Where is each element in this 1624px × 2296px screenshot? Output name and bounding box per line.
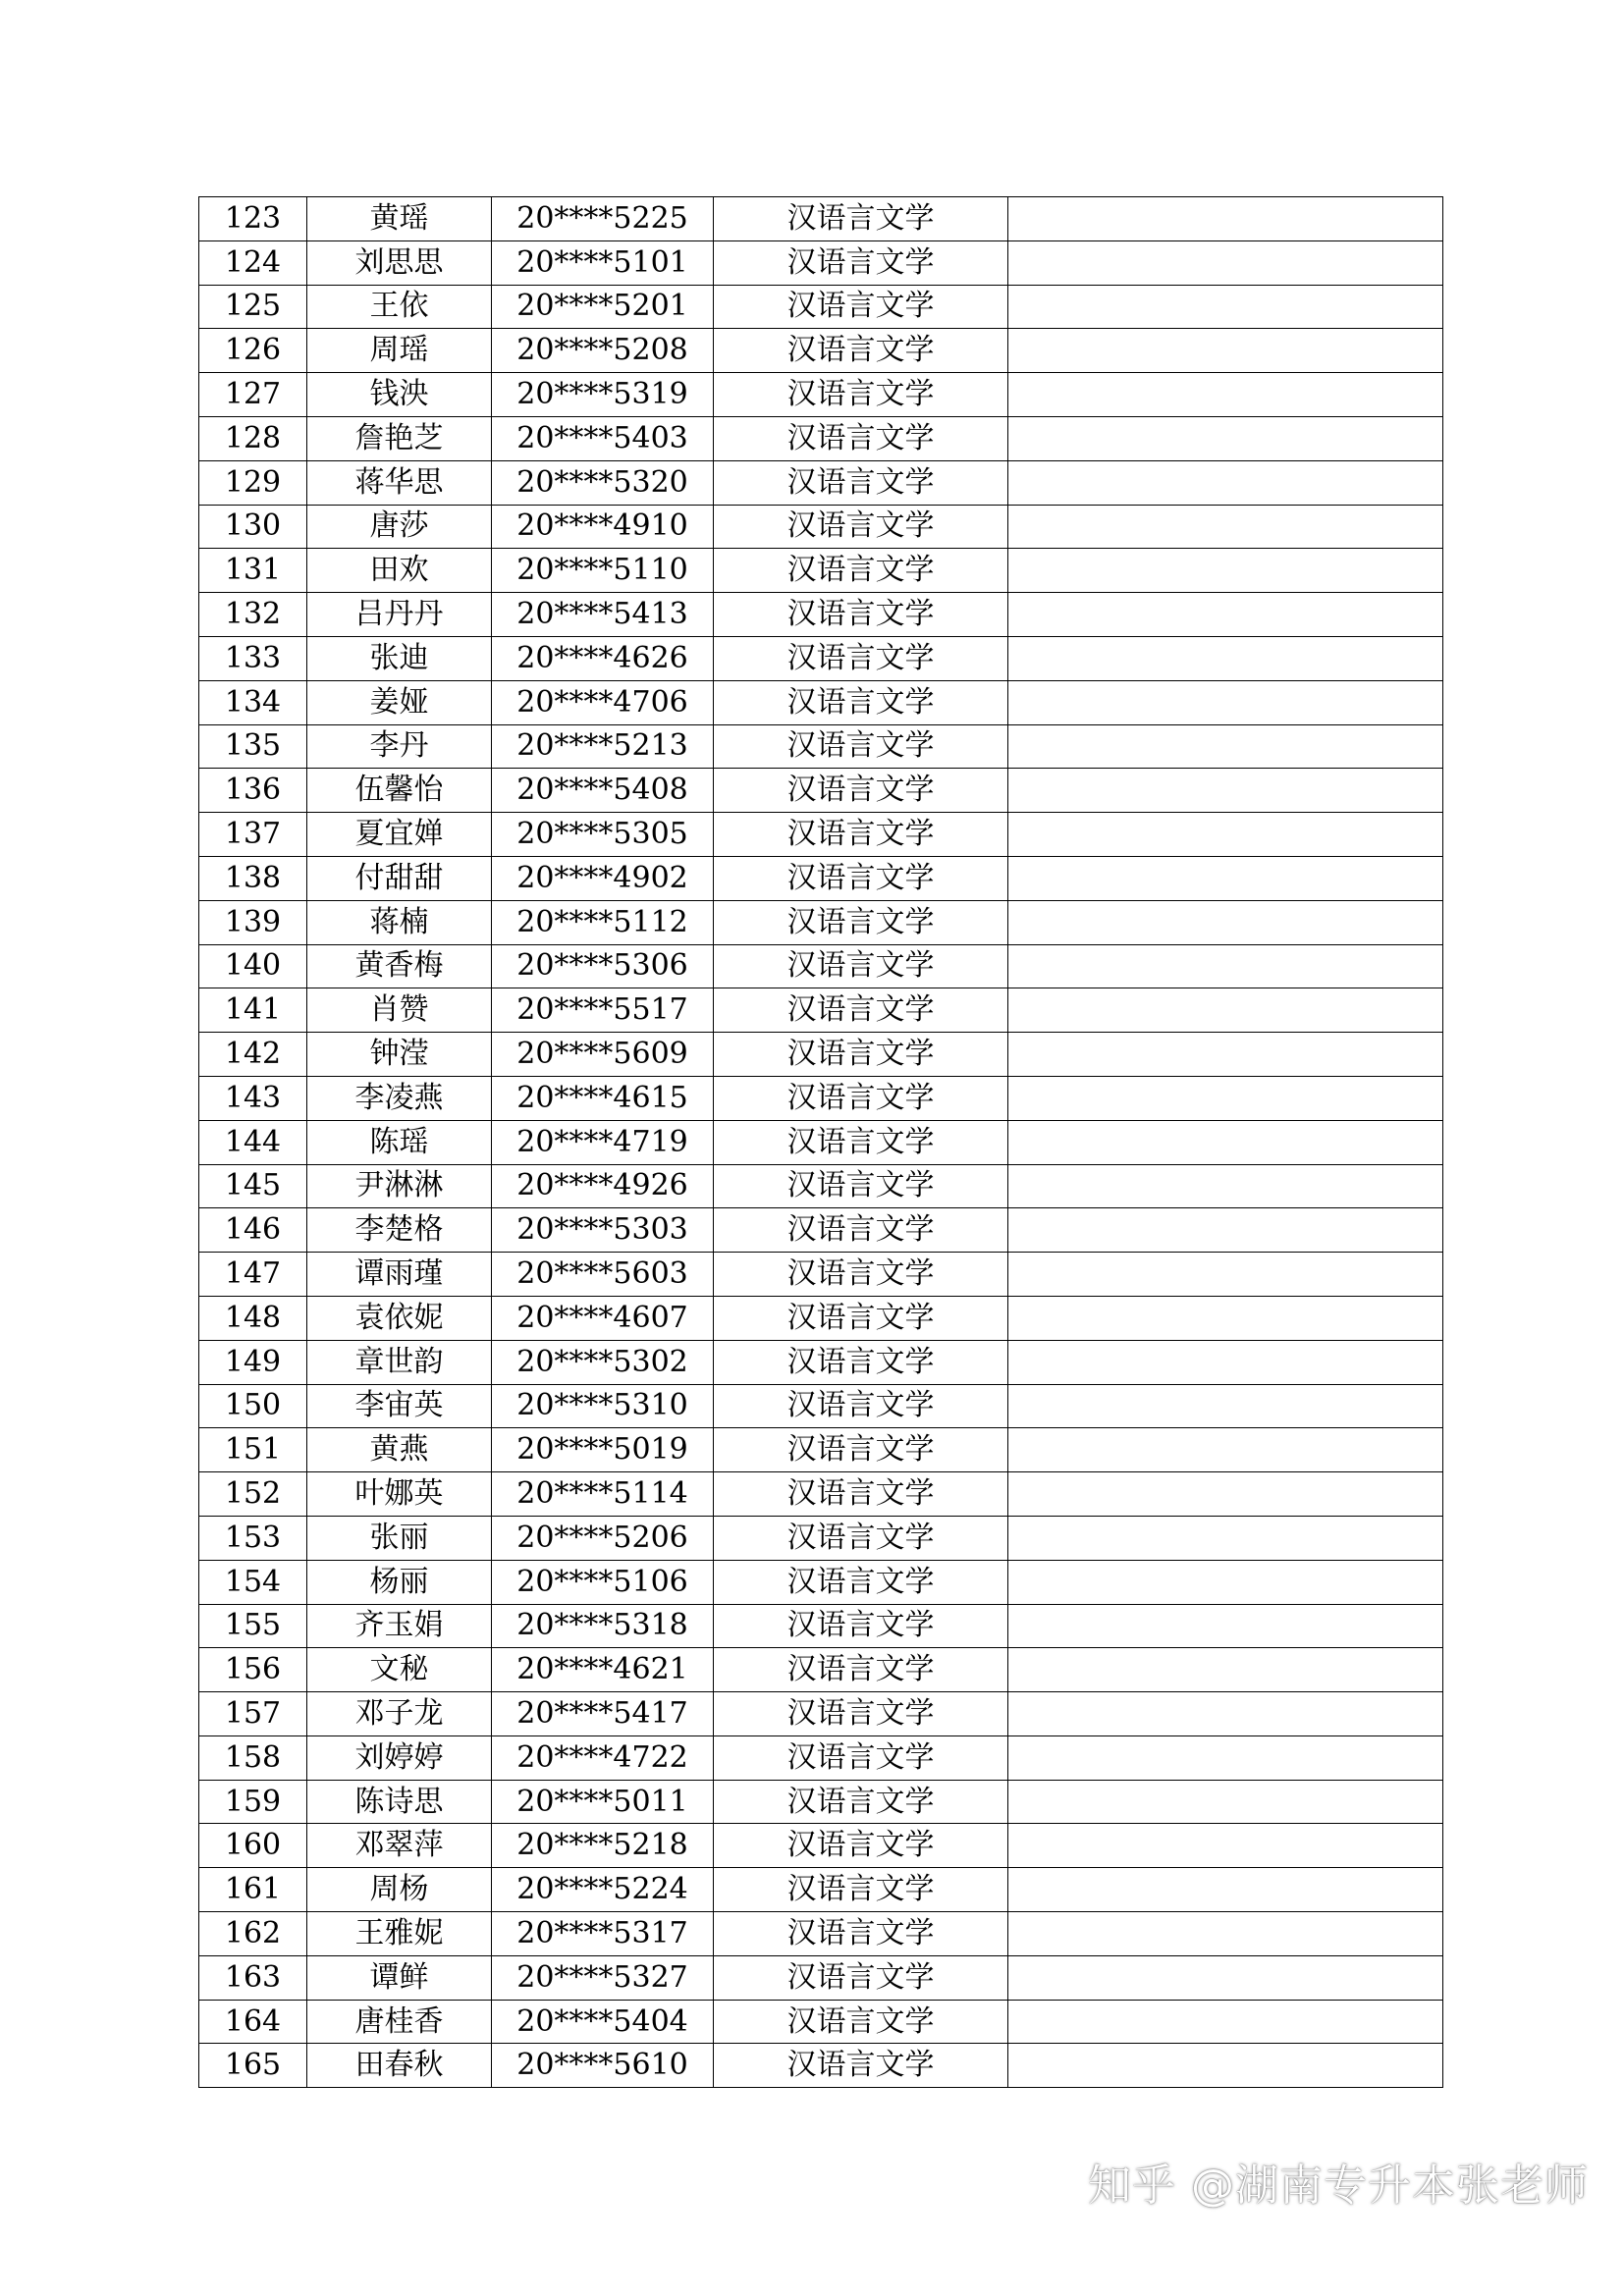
cell-major: 汉语言文学	[714, 416, 1008, 460]
table-row	[199, 549, 1443, 593]
cell-major: 汉语言文学	[714, 285, 1008, 329]
table-row	[199, 1472, 1443, 1517]
cell-serial-number: 154	[199, 1560, 307, 1604]
cell-student-name: 李丹	[307, 724, 492, 769]
cell-student-name: 唐莎	[307, 505, 492, 549]
cell-remarks	[1008, 1735, 1443, 1780]
cell-major: 汉语言文学	[714, 1824, 1008, 1868]
cell-serial-number: 124	[199, 240, 307, 285]
cell-student-id: 20****5302	[492, 1340, 714, 1384]
cell-student-id: 20****5011	[492, 1780, 714, 1824]
cell-student-id: 20****5114	[492, 1472, 714, 1517]
cell-student-name: 田春秋	[307, 2044, 492, 2088]
cell-major: 汉语言文学	[714, 1560, 1008, 1604]
cell-major: 汉语言文学	[714, 988, 1008, 1033]
cell-remarks	[1008, 1384, 1443, 1428]
table-row	[199, 460, 1443, 505]
cell-student-id: 20****5404	[492, 2000, 714, 2044]
table-row	[199, 1868, 1443, 1912]
table-row	[199, 636, 1443, 680]
cell-remarks	[1008, 856, 1443, 900]
cell-student-id: 20****5317	[492, 1912, 714, 1956]
table-row	[199, 1955, 1443, 2000]
student-roster-table	[198, 196, 1443, 2088]
cell-serial-number: 160	[199, 1824, 307, 1868]
table-row	[199, 1648, 1443, 1692]
cell-serial-number: 142	[199, 1033, 307, 1077]
cell-student-id: 20****5327	[492, 1955, 714, 2000]
table-row	[199, 2044, 1443, 2088]
table-row	[199, 285, 1443, 329]
cell-student-id: 20****4719	[492, 1120, 714, 1164]
cell-student-name: 杨丽	[307, 1560, 492, 1604]
cell-serial-number: 140	[199, 944, 307, 988]
cell-student-name: 黄燕	[307, 1428, 492, 1472]
table-row	[199, 813, 1443, 857]
cell-student-id: 20****4910	[492, 505, 714, 549]
cell-major: 汉语言文学	[714, 856, 1008, 900]
cell-serial-number: 134	[199, 680, 307, 724]
table-row	[199, 1253, 1443, 1297]
cell-serial-number: 143	[199, 1076, 307, 1120]
cell-serial-number: 126	[199, 329, 307, 373]
cell-student-id: 20****5413	[492, 593, 714, 637]
cell-student-name: 钟滢	[307, 1033, 492, 1077]
cell-major: 汉语言文学	[714, 1692, 1008, 1736]
cell-serial-number: 144	[199, 1120, 307, 1164]
cell-student-name: 李楚格	[307, 1208, 492, 1253]
cell-major: 汉语言文学	[714, 1253, 1008, 1297]
cell-student-id: 20****4706	[492, 680, 714, 724]
cell-major: 汉语言文学	[714, 593, 1008, 637]
table-row	[199, 680, 1443, 724]
cell-student-name: 章世韵	[307, 1340, 492, 1384]
table-row	[199, 1516, 1443, 1560]
cell-serial-number: 147	[199, 1253, 307, 1297]
table-row	[199, 1735, 1443, 1780]
roster-table-body	[199, 197, 1443, 2088]
table-row	[199, 1296, 1443, 1340]
table-row	[199, 1692, 1443, 1736]
cell-remarks	[1008, 329, 1443, 373]
cell-remarks	[1008, 593, 1443, 637]
cell-student-id: 20****5112	[492, 900, 714, 944]
cell-student-name: 王雅妮	[307, 1912, 492, 1956]
cell-major: 汉语言文学	[714, 636, 1008, 680]
cell-remarks	[1008, 1208, 1443, 1253]
cell-student-name: 姜娅	[307, 680, 492, 724]
cell-remarks	[1008, 1428, 1443, 1472]
cell-student-name: 袁依妮	[307, 1296, 492, 1340]
cell-remarks	[1008, 1780, 1443, 1824]
cell-remarks	[1008, 2044, 1443, 2088]
cell-major: 汉语言文学	[714, 1472, 1008, 1517]
cell-serial-number: 151	[199, 1428, 307, 1472]
cell-serial-number: 128	[199, 416, 307, 460]
table-row	[199, 1428, 1443, 1472]
cell-remarks	[1008, 2000, 1443, 2044]
table-row	[199, 416, 1443, 460]
cell-serial-number: 130	[199, 505, 307, 549]
cell-student-name: 邓子龙	[307, 1692, 492, 1736]
table-row	[199, 373, 1443, 417]
cell-student-id: 20****4621	[492, 1648, 714, 1692]
cell-major: 汉语言文学	[714, 769, 1008, 813]
cell-student-id: 20****5306	[492, 944, 714, 988]
cell-student-id: 20****5206	[492, 1516, 714, 1560]
cell-serial-number: 139	[199, 900, 307, 944]
cell-student-name: 吕丹丹	[307, 593, 492, 637]
cell-major: 汉语言文学	[714, 460, 1008, 505]
cell-major: 汉语言文学	[714, 329, 1008, 373]
cell-major: 汉语言文学	[714, 1164, 1008, 1208]
cell-student-id: 20****5303	[492, 1208, 714, 1253]
cell-remarks	[1008, 1648, 1443, 1692]
cell-student-id: 20****5318	[492, 1604, 714, 1648]
cell-serial-number: 158	[199, 1735, 307, 1780]
table-row	[199, 769, 1443, 813]
cell-student-id: 20****5213	[492, 724, 714, 769]
cell-student-id: 20****5019	[492, 1428, 714, 1472]
cell-serial-number: 145	[199, 1164, 307, 1208]
cell-student-name: 尹淋淋	[307, 1164, 492, 1208]
cell-remarks	[1008, 285, 1443, 329]
cell-serial-number: 165	[199, 2044, 307, 2088]
cell-student-name: 唐桂香	[307, 2000, 492, 2044]
cell-student-name: 周瑶	[307, 329, 492, 373]
cell-major: 汉语言文学	[714, 1648, 1008, 1692]
cell-student-name: 伍馨怡	[307, 769, 492, 813]
cell-major: 汉语言文学	[714, 813, 1008, 857]
cell-serial-number: 153	[199, 1516, 307, 1560]
cell-remarks	[1008, 505, 1443, 549]
cell-remarks	[1008, 944, 1443, 988]
cell-serial-number: 129	[199, 460, 307, 505]
table-row	[199, 900, 1443, 944]
cell-student-id: 20****4615	[492, 1076, 714, 1120]
cell-serial-number: 148	[199, 1296, 307, 1340]
cell-major: 汉语言文学	[714, 549, 1008, 593]
cell-major: 汉语言文学	[714, 1340, 1008, 1384]
cell-major: 汉语言文学	[714, 2000, 1008, 2044]
table-row	[199, 329, 1443, 373]
cell-remarks	[1008, 1692, 1443, 1736]
cell-serial-number: 157	[199, 1692, 307, 1736]
cell-student-name: 周杨	[307, 1868, 492, 1912]
table-row	[199, 1912, 1443, 1956]
cell-student-id: 20****5610	[492, 2044, 714, 2088]
cell-student-name: 刘婷婷	[307, 1735, 492, 1780]
table-row	[199, 1384, 1443, 1428]
cell-student-name: 文秘	[307, 1648, 492, 1692]
cell-serial-number: 135	[199, 724, 307, 769]
cell-major: 汉语言文学	[714, 724, 1008, 769]
cell-remarks	[1008, 416, 1443, 460]
cell-student-name: 谭雨瑾	[307, 1253, 492, 1297]
cell-student-id: 20****5320	[492, 460, 714, 505]
cell-serial-number: 150	[199, 1384, 307, 1428]
cell-serial-number: 149	[199, 1340, 307, 1384]
cell-serial-number: 138	[199, 856, 307, 900]
cell-serial-number: 132	[199, 593, 307, 637]
cell-student-id: 20****5408	[492, 769, 714, 813]
cell-serial-number: 136	[199, 769, 307, 813]
table-row	[199, 988, 1443, 1033]
cell-remarks	[1008, 988, 1443, 1033]
cell-student-id: 20****5224	[492, 1868, 714, 1912]
cell-serial-number: 141	[199, 988, 307, 1033]
cell-remarks	[1008, 460, 1443, 505]
table-row	[199, 1560, 1443, 1604]
cell-serial-number: 127	[199, 373, 307, 417]
cell-major: 汉语言文学	[714, 1868, 1008, 1912]
cell-student-id: 20****5517	[492, 988, 714, 1033]
cell-remarks	[1008, 680, 1443, 724]
table-row	[199, 1780, 1443, 1824]
cell-remarks	[1008, 1076, 1443, 1120]
cell-student-id: 20****5319	[492, 373, 714, 417]
cell-remarks	[1008, 1120, 1443, 1164]
cell-student-id: 20****5609	[492, 1033, 714, 1077]
cell-major: 汉语言文学	[714, 1955, 1008, 2000]
table-row	[199, 724, 1443, 769]
cell-serial-number: 152	[199, 1472, 307, 1517]
cell-remarks	[1008, 813, 1443, 857]
table-row	[199, 1033, 1443, 1077]
cell-remarks	[1008, 900, 1443, 944]
cell-remarks	[1008, 1340, 1443, 1384]
cell-student-name: 张迪	[307, 636, 492, 680]
cell-serial-number: 137	[199, 813, 307, 857]
cell-serial-number: 163	[199, 1955, 307, 2000]
cell-remarks	[1008, 636, 1443, 680]
cell-serial-number: 155	[199, 1604, 307, 1648]
cell-remarks	[1008, 769, 1443, 813]
cell-student-id: 20****5603	[492, 1253, 714, 1297]
cell-major: 汉语言文学	[714, 1033, 1008, 1077]
cell-remarks	[1008, 197, 1443, 241]
cell-student-id: 20****4926	[492, 1164, 714, 1208]
cell-remarks	[1008, 373, 1443, 417]
cell-major: 汉语言文学	[714, 1604, 1008, 1648]
cell-serial-number: 162	[199, 1912, 307, 1956]
cell-remarks	[1008, 724, 1443, 769]
cell-student-id: 20****4607	[492, 1296, 714, 1340]
cell-major: 汉语言文学	[714, 1428, 1008, 1472]
cell-remarks	[1008, 1955, 1443, 2000]
cell-remarks	[1008, 1912, 1443, 1956]
table-row	[199, 1824, 1443, 1868]
table-row	[199, 2000, 1443, 2044]
cell-student-name: 陈诗思	[307, 1780, 492, 1824]
cell-student-name: 刘思思	[307, 240, 492, 285]
cell-student-name: 夏宜婵	[307, 813, 492, 857]
cell-major: 汉语言文学	[714, 1120, 1008, 1164]
zhihu-watermark: 知乎 @湖南专升本张老师	[1088, 2161, 1589, 2211]
cell-student-name: 齐玉娟	[307, 1604, 492, 1648]
table-row	[199, 1340, 1443, 1384]
cell-major: 汉语言文学	[714, 1912, 1008, 1956]
cell-student-name: 叶娜英	[307, 1472, 492, 1517]
cell-remarks	[1008, 1824, 1443, 1868]
cell-major: 汉语言文学	[714, 1296, 1008, 1340]
cell-serial-number: 146	[199, 1208, 307, 1253]
cell-serial-number: 131	[199, 549, 307, 593]
cell-remarks	[1008, 1472, 1443, 1517]
cell-remarks	[1008, 1033, 1443, 1077]
cell-major: 汉语言文学	[714, 373, 1008, 417]
cell-student-name: 陈瑶	[307, 1120, 492, 1164]
cell-major: 汉语言文学	[714, 1076, 1008, 1120]
cell-student-id: 20****5201	[492, 285, 714, 329]
cell-student-name: 蒋楠	[307, 900, 492, 944]
cell-remarks	[1008, 1164, 1443, 1208]
cell-student-name: 蒋华思	[307, 460, 492, 505]
cell-remarks	[1008, 549, 1443, 593]
cell-student-name: 谭鲜	[307, 1955, 492, 2000]
cell-major: 汉语言文学	[714, 900, 1008, 944]
cell-student-id: 20****5106	[492, 1560, 714, 1604]
cell-student-name: 付甜甜	[307, 856, 492, 900]
cell-student-id: 20****5110	[492, 549, 714, 593]
cell-major: 汉语言文学	[714, 944, 1008, 988]
cell-student-id: 20****5305	[492, 813, 714, 857]
cell-remarks	[1008, 1868, 1443, 1912]
cell-remarks	[1008, 1516, 1443, 1560]
cell-student-name: 张丽	[307, 1516, 492, 1560]
cell-student-id: 20****5218	[492, 1824, 714, 1868]
cell-student-id: 20****5225	[492, 197, 714, 241]
table-row	[199, 1120, 1443, 1164]
table-row	[199, 1076, 1443, 1120]
cell-major: 汉语言文学	[714, 505, 1008, 549]
cell-student-name: 黄香梅	[307, 944, 492, 988]
table-row	[199, 944, 1443, 988]
table-row	[199, 1164, 1443, 1208]
cell-student-name: 黄瑶	[307, 197, 492, 241]
cell-major: 汉语言文学	[714, 240, 1008, 285]
cell-major: 汉语言文学	[714, 1516, 1008, 1560]
cell-major: 汉语言文学	[714, 1208, 1008, 1253]
cell-student-id: 20****5208	[492, 329, 714, 373]
cell-major: 汉语言文学	[714, 1735, 1008, 1780]
cell-serial-number: 164	[199, 2000, 307, 2044]
cell-student-name: 李宙英	[307, 1384, 492, 1428]
cell-student-name: 肖赞	[307, 988, 492, 1033]
table-row	[199, 1604, 1443, 1648]
cell-student-id: 20****5310	[492, 1384, 714, 1428]
cell-major: 汉语言文学	[714, 680, 1008, 724]
cell-student-name: 詹艳芝	[307, 416, 492, 460]
cell-student-name: 田欢	[307, 549, 492, 593]
cell-serial-number: 133	[199, 636, 307, 680]
cell-student-id: 20****4722	[492, 1735, 714, 1780]
cell-student-name: 邓翠萍	[307, 1824, 492, 1868]
cell-remarks	[1008, 1296, 1443, 1340]
cell-major: 汉语言文学	[714, 1780, 1008, 1824]
cell-student-id: 20****4626	[492, 636, 714, 680]
table-row	[199, 505, 1443, 549]
cell-student-id: 20****5417	[492, 1692, 714, 1736]
cell-serial-number: 159	[199, 1780, 307, 1824]
cell-student-name: 王依	[307, 285, 492, 329]
cell-student-name: 钱泱	[307, 373, 492, 417]
cell-serial-number: 156	[199, 1648, 307, 1692]
cell-remarks	[1008, 240, 1443, 285]
cell-major: 汉语言文学	[714, 1384, 1008, 1428]
cell-serial-number: 161	[199, 1868, 307, 1912]
cell-remarks	[1008, 1604, 1443, 1648]
cell-student-id: 20****5403	[492, 416, 714, 460]
cell-remarks	[1008, 1560, 1443, 1604]
table-row	[199, 197, 1443, 241]
cell-major: 汉语言文学	[714, 2044, 1008, 2088]
table-row	[199, 1208, 1443, 1253]
cell-serial-number: 125	[199, 285, 307, 329]
table-row	[199, 856, 1443, 900]
table-row	[199, 593, 1443, 637]
cell-major: 汉语言文学	[714, 197, 1008, 241]
cell-remarks	[1008, 1253, 1443, 1297]
cell-student-name: 李凌燕	[307, 1076, 492, 1120]
cell-serial-number: 123	[199, 197, 307, 241]
table-row	[199, 240, 1443, 285]
cell-student-id: 20****4902	[492, 856, 714, 900]
cell-student-id: 20****5101	[492, 240, 714, 285]
